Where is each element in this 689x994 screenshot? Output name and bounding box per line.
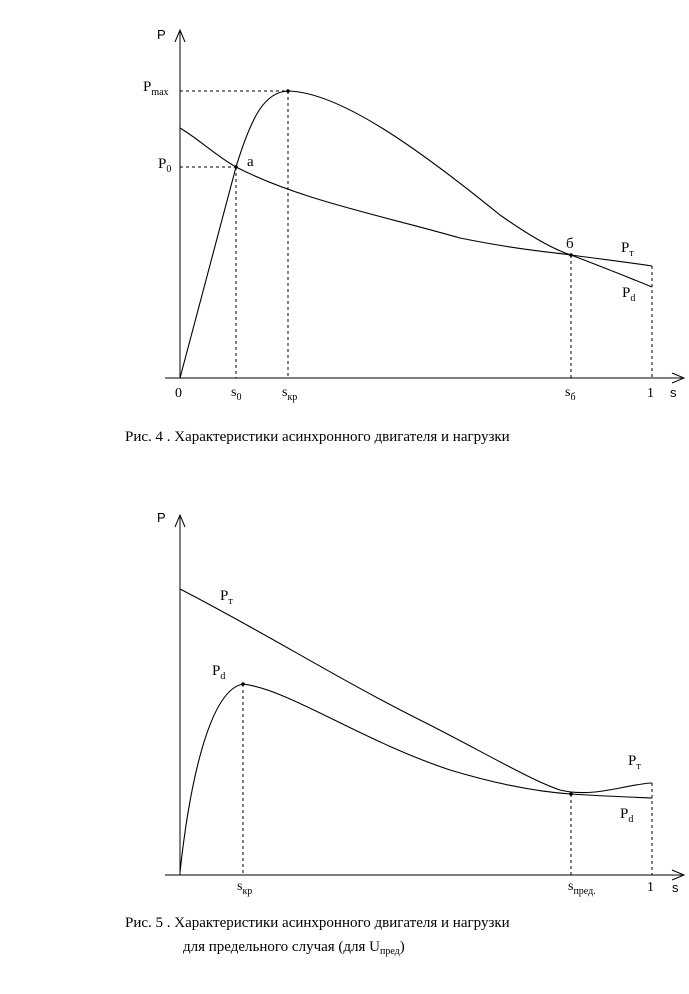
fig5-x-axis-label: s bbox=[672, 880, 679, 895]
figure-5 bbox=[125, 510, 684, 957]
fig4-pmax-marker bbox=[286, 89, 290, 93]
fig4-caption: Рис. 4 . Характеристики асинхронного двигателя и нагрузки bbox=[125, 429, 510, 445]
fig4-pd-label: $P_d$ bbox=[622, 285, 636, 304]
fig4-pmax-label: $P_{max}$ bbox=[143, 79, 169, 98]
fig5-pt-top-label: $P_т$ bbox=[220, 588, 233, 607]
fig5-pd-peak-marker bbox=[241, 682, 245, 686]
fig4-skr-label: $s_{кр}$ bbox=[282, 385, 298, 403]
fig5-y-axis-label: P bbox=[157, 510, 166, 525]
fig4-p0-label: $P_0$ bbox=[158, 156, 172, 175]
fig4-origin-label: 0 bbox=[175, 386, 182, 401]
fig5-one-label: 1 bbox=[647, 880, 654, 895]
fig5-spred-marker bbox=[569, 792, 573, 796]
fig4-point-a-marker bbox=[234, 165, 238, 169]
fig5-load-curve-pt bbox=[180, 589, 652, 793]
fig4-point-b-marker bbox=[569, 253, 573, 257]
fig4-point-a-label: а bbox=[247, 154, 254, 170]
fig5-caption-line1: Рис. 5 . Характеристики асинхронного двигателя и нагрузки bbox=[125, 915, 510, 931]
fig5-pd-peak-label: $P_d$ bbox=[212, 663, 226, 682]
fig5-spred-label: $s_{пред.}$ bbox=[568, 879, 596, 897]
fig4-pt-label: $P_т$ bbox=[621, 240, 634, 259]
figure-4 bbox=[125, 27, 684, 445]
fig4-load-curve-pt bbox=[180, 128, 652, 266]
fig4-y-axis-label: P bbox=[157, 27, 166, 42]
fig4-one-label: 1 bbox=[647, 386, 654, 401]
fig4-point-b-label: б bbox=[566, 236, 574, 252]
fig4-x-axis-label: s bbox=[670, 385, 677, 400]
fig4-motor-curve-pd bbox=[180, 91, 652, 378]
fig5-caption-line2: для предельного случая (для $U_{пред}$) bbox=[183, 939, 405, 957]
fig4-sb-label: $s_б$ bbox=[565, 385, 576, 403]
fig5-skr-label: $s_{кр}$ bbox=[237, 879, 253, 897]
fig5-pt-end-label: $P_т$ bbox=[628, 753, 641, 772]
fig5-motor-curve-pd bbox=[180, 684, 652, 872]
fig4-s0-label: $s_0$ bbox=[231, 385, 242, 403]
fig5-pd-end-label: $P_d$ bbox=[620, 806, 634, 825]
